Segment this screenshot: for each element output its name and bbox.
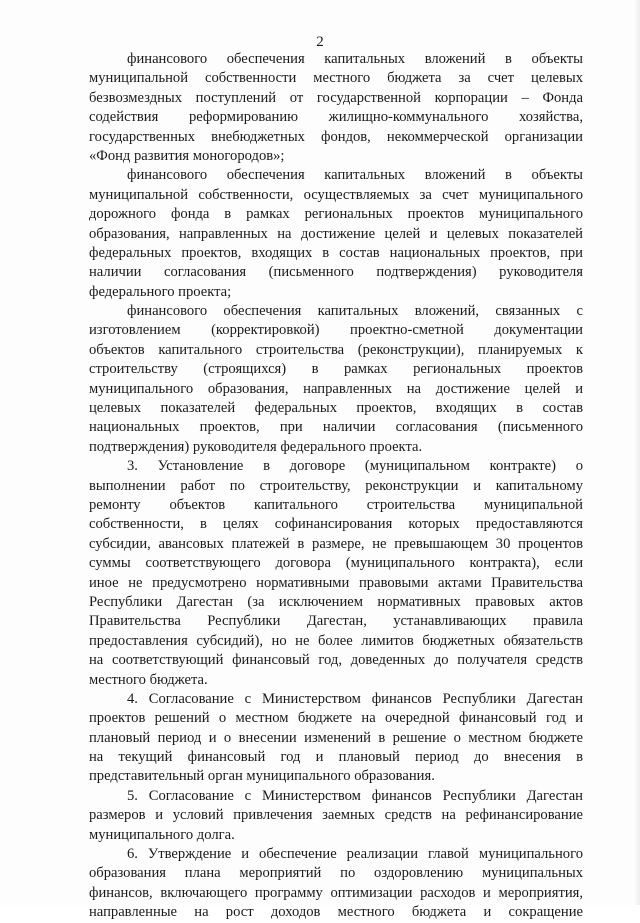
text-line: местного бюджета. — [89, 671, 208, 688]
paragraph-item-5 — [89, 787, 583, 845]
text-line: финансового обеспечения капитальных вложений, связанных с — [127, 303, 583, 320]
text-line: федерального проекта; — [89, 283, 232, 300]
text-line: строительству (строящихся) в рамках региональных проектов — [89, 361, 583, 378]
text-line: 5. Согласование с Министерством финансов Республики Дагестан — [127, 787, 583, 804]
text-line: «Фонд развития моногородов»; — [89, 147, 285, 164]
paragraph-3 — [89, 302, 583, 457]
paragraph-1 — [89, 50, 583, 166]
text-line: объектов капитального строительства (реконструкции), планируемых к — [89, 341, 583, 358]
text-line: ремонту объектов капитального строительства муниципальной — [89, 496, 583, 513]
text-line: плановый период и о внесении изменений в решение о местном бюджете — [89, 729, 583, 746]
text-line: финансового обеспечения капитальных вложений в объекты — [127, 167, 583, 184]
page-edge-shadow — [634, 0, 640, 905]
text-line: проектов решений о местном бюджете на очередной финансовый год и — [89, 710, 583, 727]
text-line: иное не предусмотрено нормативными правовыми актами Правительства — [89, 574, 583, 591]
text-line: безвозмездных поступлений от государственной корпорации – Фонда — [89, 89, 583, 106]
paragraph-item-6 — [89, 845, 583, 923]
text-line: представительный орган муниципального образования. — [89, 768, 435, 785]
paragraph-2 — [89, 166, 583, 302]
text-line: выполнении работ по строительству, реконструкции и капитальному — [89, 477, 583, 494]
text-line: финансов, включающего программу оптимизации расходов и мероприятия, — [89, 884, 583, 901]
text-line: на соответствующий финансовый год, доведенных до получателя средств — [89, 652, 583, 669]
text-line: образования, направленных на достижение целей и целевых показателей — [89, 225, 583, 242]
text-line: 3. Установление в договоре (муниципальном контракте) о — [127, 458, 583, 475]
text-line: целевых показателей федеральных проектов, входящих в состав — [89, 400, 583, 417]
text-line: наличии согласования (письменного подтверждения) руководителя — [89, 264, 583, 281]
text-line: Правительства Республики Дагестан, устанавливающих правила — [89, 613, 583, 630]
text-line: размеров и условий привлечения заемных средств на рефинансирование — [89, 807, 583, 824]
text-line: муниципальной собственности, осуществляемых за счет муниципального — [89, 186, 583, 203]
text-line: 6. Утверждение и обеспечение реализации главой муниципального — [127, 846, 583, 863]
text-line: 4. Согласование с Министерством финансов Республики Дагестан — [127, 690, 583, 707]
text-line: предоставления субсидий), но не более лимитов бюджетных обязательств — [89, 632, 583, 649]
text-line: суммы соответствующего договора (муниципального контракта), если — [89, 555, 583, 572]
text-line: национальных проектов, при наличии согласования (письменного — [89, 419, 583, 436]
text-line: государственных внебюджетных фондов, некоммерческой организации — [89, 128, 583, 145]
text-line: подтверждения) руководителя федерального проекта. — [89, 438, 423, 455]
text-line: дорожного фонда в рамках региональных проектов муниципального — [89, 206, 583, 223]
text-line: муниципального долга. — [89, 826, 235, 843]
text-line: направленные на рост доходов местного бюджета и сокращение — [89, 904, 583, 921]
text-line: муниципальной собственности местного бюджета за счет целевых — [89, 70, 583, 87]
text-line: на текущий финансовый год и плановый период до внесения в — [89, 749, 583, 766]
text-line: содействия реформированию жилищно-коммунального хозяйства, — [89, 109, 583, 126]
text-line: федеральных проектов, входящих в состав национальных проектов, при — [89, 244, 583, 261]
text-line: Республики Дагестан (за исключением нормативных правовых актов — [89, 593, 583, 610]
page-number: 2 — [316, 34, 324, 50]
document-body — [89, 50, 583, 923]
text-line: муниципального образования, направленных на достижение целей и — [89, 380, 583, 397]
text-line: собственности, в целях софинансирования которых предоставляются — [89, 516, 583, 533]
text-line: субсидии, авансовых платежей в размере, не превышающем 30 процентов — [89, 535, 583, 552]
paragraph-item-4 — [89, 690, 583, 787]
text-line: образования плана мероприятий по оздоровлению муниципальных — [89, 865, 583, 882]
text-line: финансового обеспечения капитальных вложений в объекты — [127, 51, 583, 67]
paragraph-item-3 — [89, 457, 583, 690]
text-line: изготовлением (корректировкой) проектно-сметной документации — [89, 322, 583, 339]
